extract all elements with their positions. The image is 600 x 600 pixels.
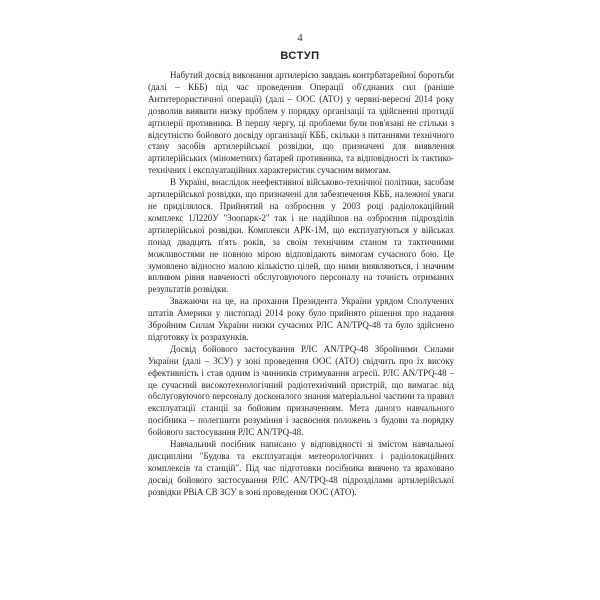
paragraph: Навчальний посібник написано у відповідності зі змістом навчальної дисципліни "Будова та експлуатація метеорологічних і радіолокаційних комплексів та станцій". Під час підготовки посібника вивчено та враховано досвід бойового застосування РЛС AN/TPQ-48 підрозділами артилерійської розвідки РВіА СВ ЗСУ в зоні проведення ООС (АТО). bbox=[148, 439, 454, 497]
paragraph: Зважаючи на це, на прохання Президента України урядом Сполучених штатів Америки у листопаді 2014 року було прийнято рішення про надання Збройним Силам України низки сучасних РЛС AN/TPQ-48 та було здійснено підготовку їх розрахунків. bbox=[148, 296, 454, 342]
paragraph: Набутий досвід виконання артилерією завдань контрбатарейної боротьби (далі – КББ) під час проведення Операції об'єднаних сил (раніше Антитерористичної операції) (далі – ООС (АТО) у червні-вересні 2014 року дозволив виявити низку проблем у порядку організації та здійсненні протидії артилерії противника. В першу чергу, ці проблеми були пов'язані не стільки з відсутністю бойового досвіду організації КББ, скільки з питаннями технічного стану засобів артилерійської розвідки, що призначені для виявлення артилерійських (мінометних) батарей противника, та відповідності їх тактико-технічних і експлуатаційних характеристик сучасним вимогам. bbox=[148, 70, 454, 176]
page-number: 4 bbox=[297, 32, 303, 44]
paragraph: В Україні, внаслідок неефективної військово-технічної політики, засобам артилерійської розвідки, що призначені для забезпечення КББ, належної уваги не приділялося. Прийнятий на озброєння у 2003 році радіолокаційний комплекс 1Л220У "Зоопарк-2" так і не надійшов на озброєння підрозділів артилерійської розвідки. Комплекси АРК-1М, що експлуатуються у військах понад двадцять п'ять років, за своїм технічним станом та тактичними можливостями не повною мірою відповідають вимогам сучасного бою. Це зумовлено відносно малою кількістю цілей, що ними виявляються, і значним впливом рівня навченості обслуговуючого персоналу на точність отриманих результатів розвідки. bbox=[148, 177, 454, 295]
section-title: ВСТУП bbox=[280, 50, 320, 62]
paragraph: Досвід бойового застосування РЛС AN/TPQ-48 Збройними Силами України (далі – ЗСУ) у зоні проведення ООС (АТО) свідчить про їх високу ефективність і став одним із чинників стримування агресії. РЛС AN/TPQ-48 – це сучасний високотехнологічний радіотехнічний пристрій, що вимагає від обслуговуючого персоналу досконалого знання матеріальної частини та правил експлуатації станції за бойовим призначенням. Мета даного навчального посібника – полегшити розуміння і засвоєння положень з будови та порядку бойового застосування РЛС AN/TPQ-48. bbox=[148, 343, 454, 438]
body-text bbox=[148, 70, 454, 499]
